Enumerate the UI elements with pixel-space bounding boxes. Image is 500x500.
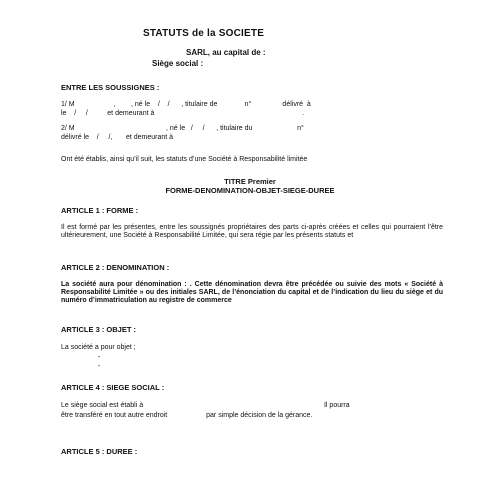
article-4-line-1: Le siège social est établi à Il pourra bbox=[61, 402, 350, 409]
article-2-text: La société aura pour dénomination : . Cette dénomination devra être précédée ou suivie des mots « Société à Responsabilité Limitée » ou des initiales SARL, de l’énonciation du capital et de l’indication du lieu du siège et du numéro d’immatriculation au registre de commerce bbox=[61, 281, 443, 305]
party-1-line-1: 1/ M , , né le / / , titulaire de n° délivré à bbox=[61, 101, 311, 108]
article-4-line-2: être transféré en tout autre endroit par simple décision de la gérance. bbox=[61, 412, 313, 419]
article-5-heading: ARTICLE 5 : DUREE : bbox=[61, 447, 138, 456]
article-3-dash-2: - bbox=[98, 363, 101, 370]
article-3-text: La société a pour objet ; bbox=[61, 344, 136, 351]
parties-heading: ENTRE LES SOUSSIGNES : bbox=[61, 83, 160, 92]
party-1-line-2: le / / et demeurant à . bbox=[61, 110, 305, 117]
party-2-line-2: délivré le / /, et demeurant à bbox=[61, 134, 174, 141]
titre-line-2: FORME-DENOMINATION-OBJET-SIEGE-DUREE bbox=[165, 186, 335, 195]
capital-line: SARL, au capital de : bbox=[186, 48, 266, 57]
article-1-heading: ARTICLE 1 : FORME : bbox=[61, 206, 139, 215]
article-2-heading: ARTICLE 2 : DENOMINATION : bbox=[61, 263, 170, 272]
document-title: STATUTS de la SOCIETE bbox=[143, 28, 265, 39]
article-1-text: Il est formé par les présentes, entre les soussignés propriétaires des parts ci-après créées et celles qui pourraient l’être ultérieurement, une Société à Responsabilité Limitée, qui sera régie par les présents statuts et bbox=[61, 224, 443, 240]
siege-line: Siège social : bbox=[152, 59, 204, 68]
established-statement: Ont été établis, ainsi qu’il suit, les statuts d’une Société à Responsabilité limitée bbox=[61, 156, 308, 163]
party-2-line-1: 2/ M , né le / / , titulaire du n° bbox=[61, 125, 304, 132]
article-4-heading: ARTICLE 4 : SIEGE SOCIAL : bbox=[61, 383, 165, 392]
article-3-dash-1: - bbox=[98, 354, 101, 361]
article-3-heading: ARTICLE 3 : OBJET : bbox=[61, 325, 137, 334]
titre-line-1: TITRE Premier bbox=[224, 177, 276, 186]
